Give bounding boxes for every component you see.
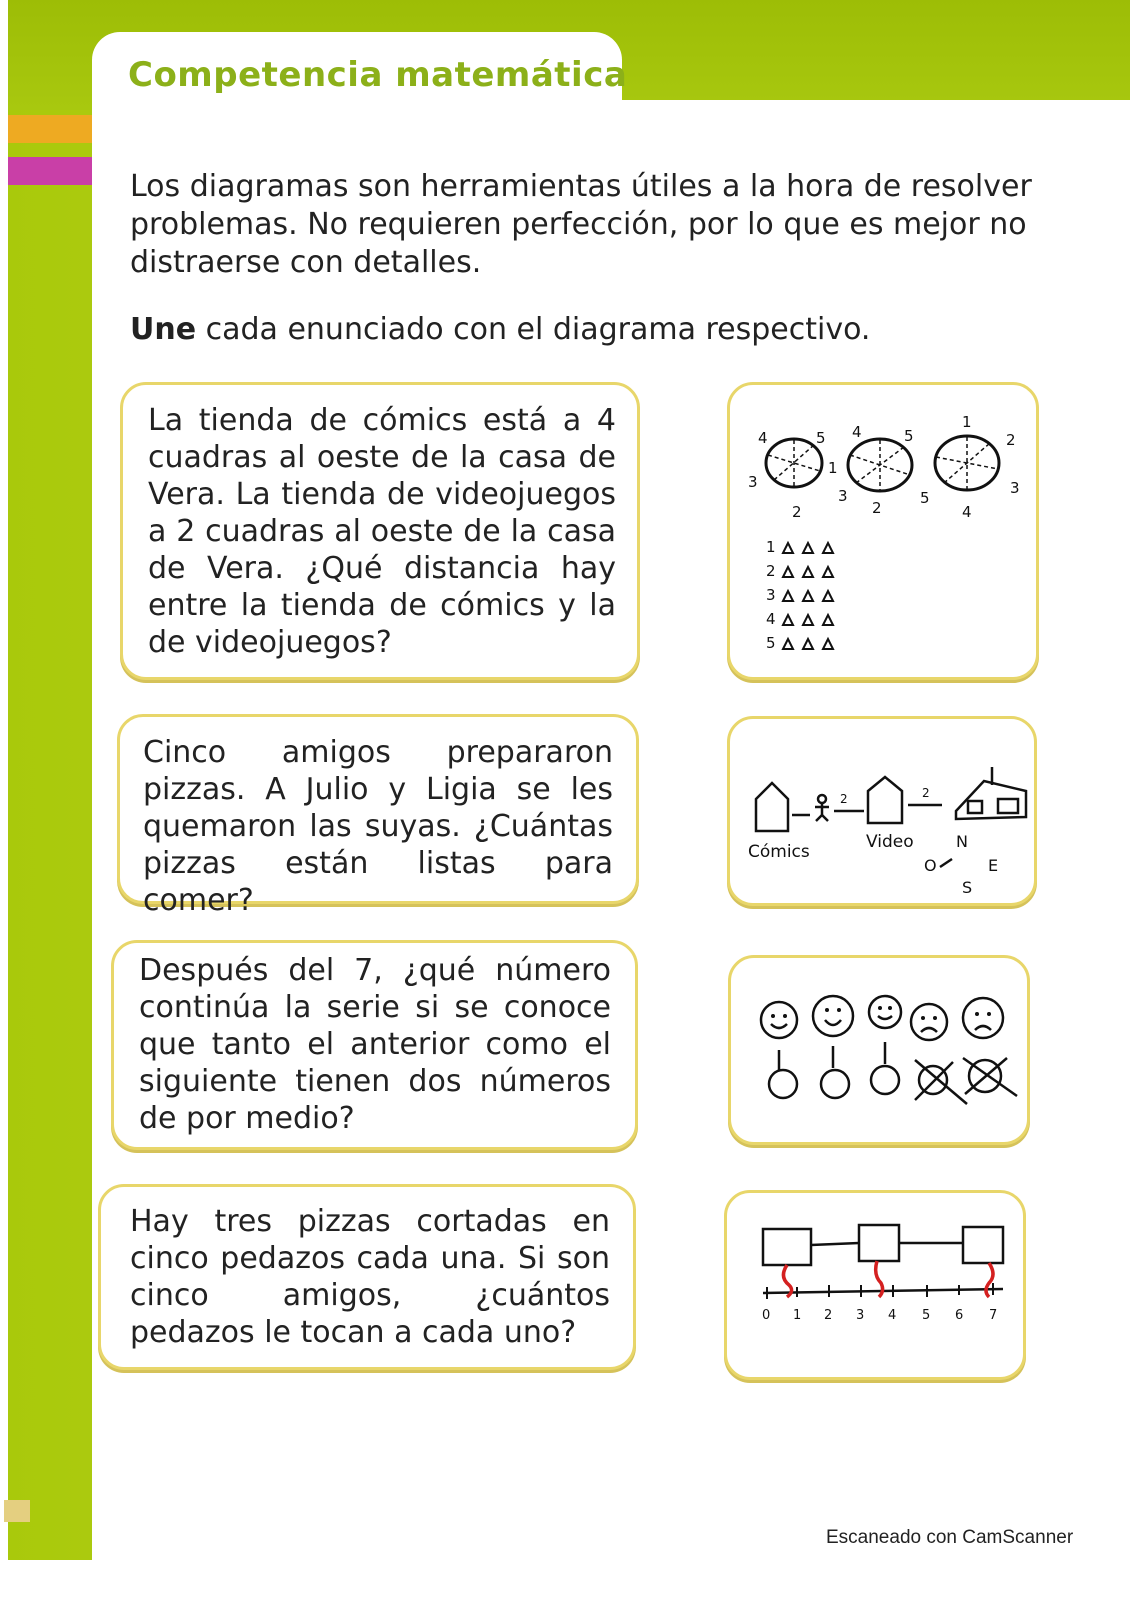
pizza-ok-2	[821, 1070, 849, 1098]
p1-label-2: 2	[792, 503, 802, 521]
problem-text-1: La tienda de cómics está a 4 cuadras al oeste de la casa de Vera. La tienda de videojuegos a 2 cuadras al oeste de la casa de Vera. ¿Qué distancia hay entre la tienda de cómics y la de videojuegos?	[148, 403, 616, 660]
comics-store	[756, 783, 788, 831]
slice-drawings	[783, 543, 833, 649]
orange-strip	[8, 115, 92, 143]
diagram-box-pizzas[interactable]	[727, 382, 1039, 680]
corner-mark	[4, 1500, 30, 1522]
row-label-1: 1	[766, 538, 776, 556]
pizza-ok-3	[871, 1066, 899, 1094]
p1-label-4: 4	[758, 429, 768, 447]
p3-label-1: 1	[962, 413, 972, 431]
video-store	[868, 777, 902, 823]
tick-5: 5	[922, 1308, 931, 1323]
p1-label-5: 5	[816, 429, 826, 447]
diagram-box-faces[interactable]	[728, 955, 1030, 1145]
scanner-watermark: Escaneado con CamScanner	[826, 1527, 1074, 1548]
sad-face-1	[911, 1004, 947, 1040]
p3-label-4: 4	[962, 503, 972, 521]
compass-o: O	[924, 856, 937, 875]
tick-6: 6	[955, 1308, 964, 1323]
compass-e: E	[988, 856, 999, 875]
instruction-bold: Une	[130, 312, 197, 347]
p2-label-4: 4	[852, 423, 862, 441]
compass-s: S	[962, 878, 973, 897]
tick-7: 7	[989, 1308, 998, 1323]
number-line-diagram	[727, 1193, 1023, 1377]
p3-label-2: 2	[1006, 431, 1016, 449]
p1-label-1: 1	[828, 459, 838, 477]
instruction	[130, 312, 870, 347]
tick-4: 4	[888, 1308, 897, 1323]
sad-face-2	[963, 998, 1003, 1038]
happy-face-1	[761, 1002, 797, 1038]
compass-n: N	[956, 832, 968, 851]
problem-text-4: Hay tres pizzas cortadas en cinco pedazos cada una. Si son cinco amigos, ¿cuántos pedazos le tocan a cada uno?	[130, 1204, 610, 1350]
happy-face-3	[869, 996, 901, 1028]
p2-label-2: 2	[872, 499, 882, 517]
series-box-3	[963, 1227, 1003, 1263]
pizza-ok-1	[769, 1070, 797, 1098]
row-label-2: 2	[766, 562, 776, 580]
series-box-2	[859, 1225, 899, 1261]
p2-label-3: 3	[838, 487, 848, 505]
tick-1: 1	[793, 1308, 802, 1323]
problem-text-3: Después del 7, ¿qué número continúa la serie si se conoce que tanto el anterior como el siguiente tienen dos números de por medio?	[139, 953, 611, 1136]
instruction-rest: cada enunciado con el diagrama respectivo.	[196, 312, 871, 347]
tick-2: 2	[824, 1308, 833, 1323]
diagram-box-map[interactable]	[727, 716, 1037, 906]
pizzas-diagram	[730, 385, 1036, 677]
magenta-strip	[8, 157, 92, 185]
map-label-video: Video	[866, 832, 914, 852]
map-distance-1: 2	[840, 792, 848, 806]
series-box-1	[763, 1229, 811, 1265]
map-diagram	[730, 719, 1034, 903]
p3-label-3: 3	[1010, 479, 1020, 497]
diagram-box-number-line[interactable]	[724, 1190, 1026, 1380]
p2-label-5: 5	[904, 427, 914, 445]
intro-paragraph: Los diagramas son herramientas útiles a la hora de resolver problemas. No requieren perfección, por lo que es mejor no distraerse con detalles.	[130, 169, 1032, 280]
map-distance-2: 2	[922, 786, 930, 800]
happy-face-2	[813, 996, 853, 1036]
section-title: Competencia matemática	[128, 55, 628, 95]
row-label-3: 3	[766, 586, 776, 604]
scan-edge	[0, 0, 8, 1600]
faces-diagram	[731, 958, 1027, 1142]
map-label-comics: Cómics	[748, 842, 810, 862]
row-label-4: 4	[766, 610, 776, 628]
p3-label-5: 5	[920, 489, 930, 507]
tick-0: 0	[762, 1308, 771, 1323]
row-label-5: 5	[766, 634, 776, 652]
pizza-burned-1	[919, 1066, 947, 1094]
problem-text-2: Cinco amigos prepararon pizzas. A Julio y Ligia se les quemaron las suyas. ¿Cuántas pizzas están listas para comer?	[143, 735, 613, 918]
tick-3: 3	[856, 1308, 865, 1323]
p1-label-3: 3	[748, 473, 758, 491]
